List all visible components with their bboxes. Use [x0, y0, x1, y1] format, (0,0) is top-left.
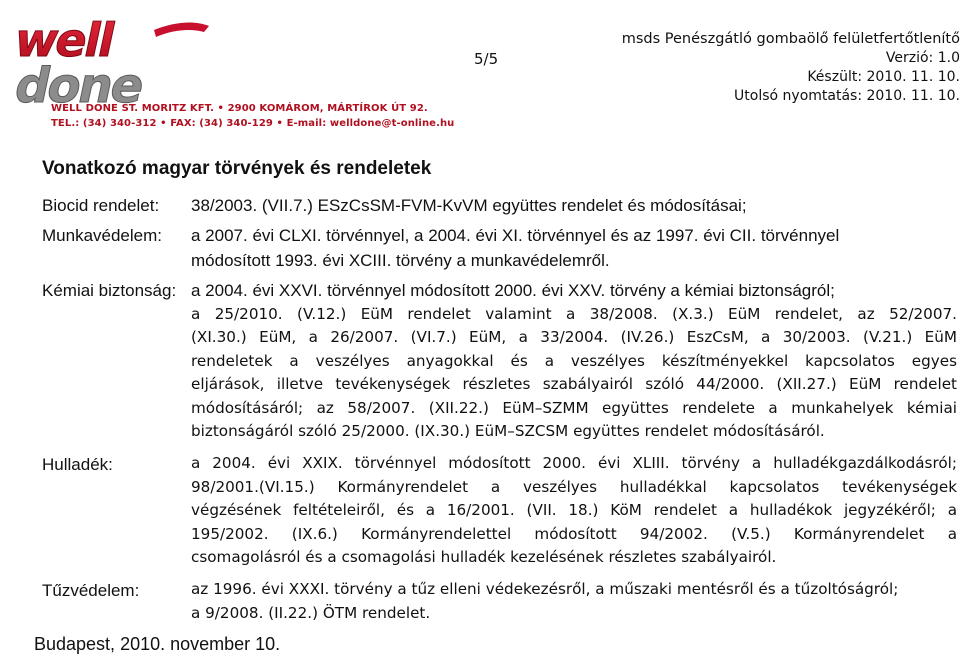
logo-contact-line-1: WELL DONE ST. MORITZ KFT. • 2900 KOMÁROM, MÁRTÍROK ÚT 92. [51, 103, 428, 114]
text-line: a 2004. évi XXVI. törvénnyel módosított 2000. évi XXV. törvény a kémiai biztonságról; [191, 281, 835, 300]
regulation-label: Kémiai biztonság: [42, 281, 177, 300]
text-line: módosított 1993. évi XCIII. törvény a munkavédelemről. [191, 251, 610, 270]
regulation-row-kemiai-biztonsag [42, 278, 960, 443]
text-line: 195/2002. (IX.6.) Kormányrendelettel módosított 94/2002. (V.5.) Kormányrendelet a [191, 524, 957, 543]
company-logo [4, 10, 344, 135]
text-line: az 1996. évi XXXI. törvény a tűz elleni védekezésről, a műszaki mentésről és a tűzoltóságról; [191, 580, 899, 599]
created-date: Készült: 2010. 11. 10. [807, 69, 960, 85]
section-title: Vonatkozó magyar törvények és rendeletek [42, 158, 432, 179]
regulation-text [191, 278, 957, 443]
place-date: Budapest, 2010. november 10. [34, 634, 281, 654]
text-line: (XI.30.) EüM, a 26/2007. (VI.7.) EüM, a 33/2004. (IV.26.) EszCsM, a 30/2003. (V.21.) EüM [191, 328, 957, 347]
product-name: msds Penészgátló gombaölő felületfertőtlenítő [621, 31, 960, 47]
regulation-row-tuzvedelem [42, 578, 960, 625]
regulation-text [191, 452, 957, 569]
text-line: rendeletek a veszélyes anyagokkal és a veszélyes készítményekkel kapcsolatos egyes [191, 351, 957, 370]
regulations-list [42, 193, 960, 625]
logo-wordmark-done: done [9, 58, 148, 114]
text-line: 38/2003. (VII.7.) ESzCsSM-FVM-KvVM együttes rendelet és módosításai; [191, 196, 747, 215]
regulation-label: Munkavédelem: [42, 226, 163, 245]
regulation-row-munkavedelem [42, 223, 960, 273]
text-line: módosításáról; az 58/2007. (XII.22.) EüM–SZMM együttes rendelete a munkahelyek kémiai [191, 398, 957, 417]
text-line: biztonságáról szóló 25/2000. (IX.30.) EüM–SZCSM együttes rendelet módosításáról. [191, 422, 825, 441]
version: Verzió: 1.0 [885, 50, 960, 66]
last-printed-date: Utolsó nyomtatás: 2010. 11. 10. [734, 88, 960, 104]
page-number: 5/5 [474, 50, 499, 68]
text-line: 98/2001.(VI.15.) Kormányrendelet a veszélyes hulladékkal kapcsolatos tevékenységek [191, 477, 957, 496]
regulation-row-hulladek [42, 452, 960, 569]
text-line: csomagolásról és a csomagolási hulladék kezelésének részletes szabályairól. [191, 548, 777, 567]
regulation-label: Tűzvédelem: [42, 581, 140, 601]
regulation-label: Hulladék: [42, 455, 113, 475]
regulation-label: Biocid rendelet: [42, 196, 160, 215]
text-line: a 2007. évi CLXI. törvénnyel, a 2004. évi XI. törvénnyel és az 1997. évi CII. törvénnyel [191, 226, 840, 245]
logo-contact-line-2: TEL.: (34) 340-312 • FAX: (34) 340-129 • E-mail: welldone@t-online.hu [51, 118, 455, 129]
document-meta [540, 30, 960, 106]
regulation-text [191, 223, 957, 273]
regulation-text [191, 193, 957, 218]
logo-swoosh [154, 23, 209, 37]
text-line: eljárások, illetve tevékenységek részletes szabályairól szóló 44/2000. (XII.27.) EüM rendelet [191, 375, 957, 394]
text-line: a 9/2008. (II.22.) ÖTM rendelet. [191, 603, 431, 622]
regulation-text [191, 578, 957, 625]
text-line: a 2004. évi XXIX. törvénnyel módosított 2000. évi XLIII. törvény a hulladékgazdálkodásról; [191, 454, 957, 473]
text-line: a 25/2010. (V.12.) EüM rendelet valamint a 38/2008. (X.3.) EüM rendelet, az 52/2007. [191, 305, 957, 323]
logo-wordmark-well: well [9, 13, 119, 67]
text-line: végzésének feltételeiről, és a 16/2001. (VII. 18.) KöM rendelet a hulladékok jegyzékéről; a [191, 501, 957, 520]
regulation-row-biocid [42, 193, 960, 218]
